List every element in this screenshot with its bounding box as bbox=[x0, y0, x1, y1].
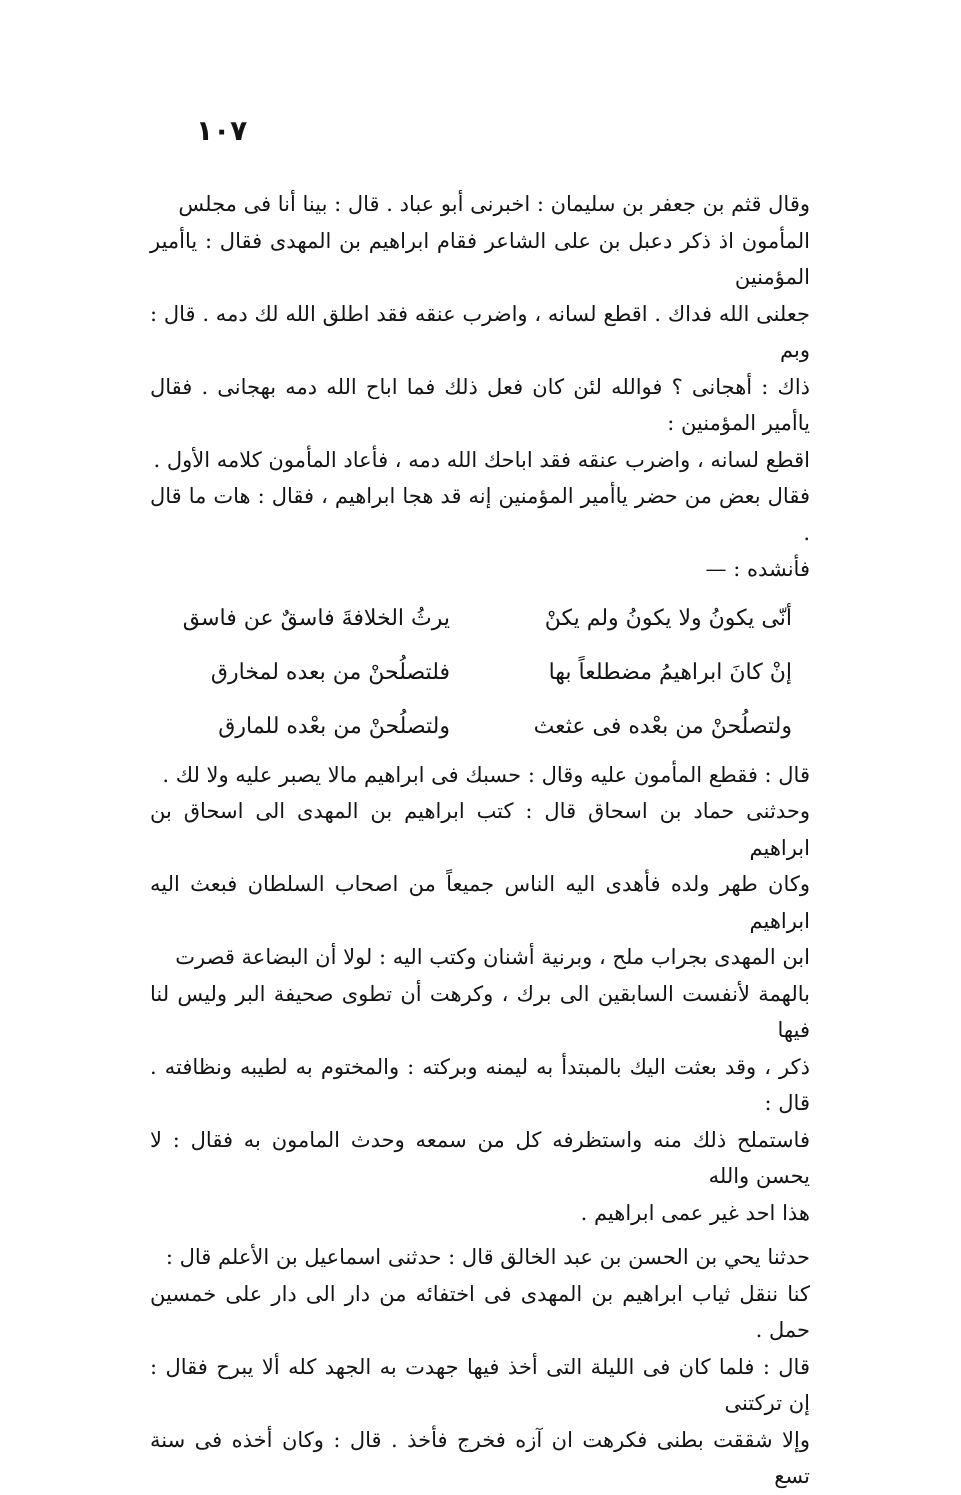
text-line: جعلنى الله فداك . اقطع لسانه ، واضرب عنقه فقد اطلق الله لك دمه . قال : وبم bbox=[150, 301, 810, 362]
verse-second-hemistich: فلتصلُحنْ من بعده لمخارق bbox=[210, 659, 450, 685]
text-line: ذاك : أهجانى ؟ فوالله لئن كان فعل ذلك فما اباح الله دمه بهجانى . فقال ياأمير المؤمنين : bbox=[150, 374, 811, 435]
text-line: بالهمة لأنفست السابقين الى برك ، وكرهت أن تطوى صحيفة البر وليس لنا فيها bbox=[150, 981, 810, 1042]
text-line: قال : فلما كان فى الليلة التى أخذ فيها جهدت به الجهد كله ألا يبرح فقال : إن تركتنى bbox=[150, 1354, 810, 1415]
verse-first-hemistich: ولتصلُحنْ من بعْده فى عثعث bbox=[533, 713, 792, 739]
verse-line bbox=[150, 592, 810, 646]
paragraph bbox=[150, 1239, 810, 1495]
verse-first-hemistich: إنْ كانَ ابراهيمُ مضطلعاً بها bbox=[548, 659, 792, 685]
text-line: اقطع لسانه ، واضرب عنقه فقد اباحك الله دمه ، فأعاد المأمون كلامه الأول . bbox=[153, 447, 810, 472]
verse-first-hemistich: أنّى يكونُ ولا يكونُ ولم يكنْ bbox=[544, 605, 792, 631]
text-line: فاستملح ذلك منه واستظرفه كل من سمعه وحدث المامون به فقال : لا يحسن والله bbox=[150, 1127, 810, 1188]
page-number: ١٠٧ bbox=[196, 114, 248, 147]
paragraph bbox=[150, 757, 810, 794]
text-line: كنا ننقل ثياب ابراهيم بن المهدى فى اختفائه من دار الى دار على خمسين حمل . bbox=[150, 1281, 810, 1342]
verse-line bbox=[150, 646, 810, 700]
text-line: وكان طهر ولده فأهدى اليه الناس جميعاً من اصحاب السلطان فبعث اليه ابراهيم bbox=[150, 872, 810, 933]
paragraph bbox=[150, 793, 810, 1231]
text-line: فأنشده : — bbox=[705, 557, 810, 581]
poem bbox=[150, 592, 810, 754]
text-line: المأمون اذ ذكر دعبل بن على الشاعر فقام ابراهيم بن المهدى فقال : ياأمير المؤمنين bbox=[150, 228, 810, 289]
verse-line bbox=[150, 700, 810, 754]
text-line: فقال بعض من حضر ياأمير المؤمنين إنه قد هجا ابراهيم ، فقال : هات ما قال . bbox=[150, 484, 810, 545]
paragraph bbox=[150, 186, 810, 588]
text-line: ابن المهدى بجراب ملح ، وبرنية أشنان وكتب اليه : لولا أن البضاعة قصرت bbox=[175, 945, 810, 969]
text-line: هذا احد غير عمى ابراهيم . bbox=[580, 1200, 810, 1225]
text-line: وقال قثم بن جعفر بن سليمان : اخبرنى أبو عباد . قال : بينا أنا فى مجلس bbox=[178, 192, 810, 216]
verse-second-hemistich: يرثُ الخلافةَ فاسقٌ عن فاسق bbox=[182, 605, 450, 631]
text-line: قال : فقطع المأمون عليه وقال : حسبك فى ابراهيم مالا يصبر عليه ولا لك . bbox=[162, 762, 810, 787]
text-line: حدثنا يحي بن الحسن بن عبد الخالق قال : حدثنى اسماعيل بن الأعلم قال : bbox=[165, 1245, 810, 1269]
verse-second-hemistich: ولتصلُحنْ من بعْده للمارق bbox=[218, 713, 450, 739]
page-text bbox=[150, 186, 810, 1495]
text-line: وإلا شققت بطنى فكرهت ان آزه فخرج فأخذ . قال : وكان أخذه فى سنة تسع bbox=[150, 1427, 810, 1488]
text-line: ذكر ، وقد بعثت اليك بالمبتدأ به ليمنه وبركته : والمختوم به لطيبه ونظافته . قال : bbox=[150, 1054, 810, 1115]
text-line: وحدثنى حماد بن اسحاق قال : كتب ابراهيم بن المهدى الى اسحاق بن ابراهيم bbox=[150, 799, 810, 860]
